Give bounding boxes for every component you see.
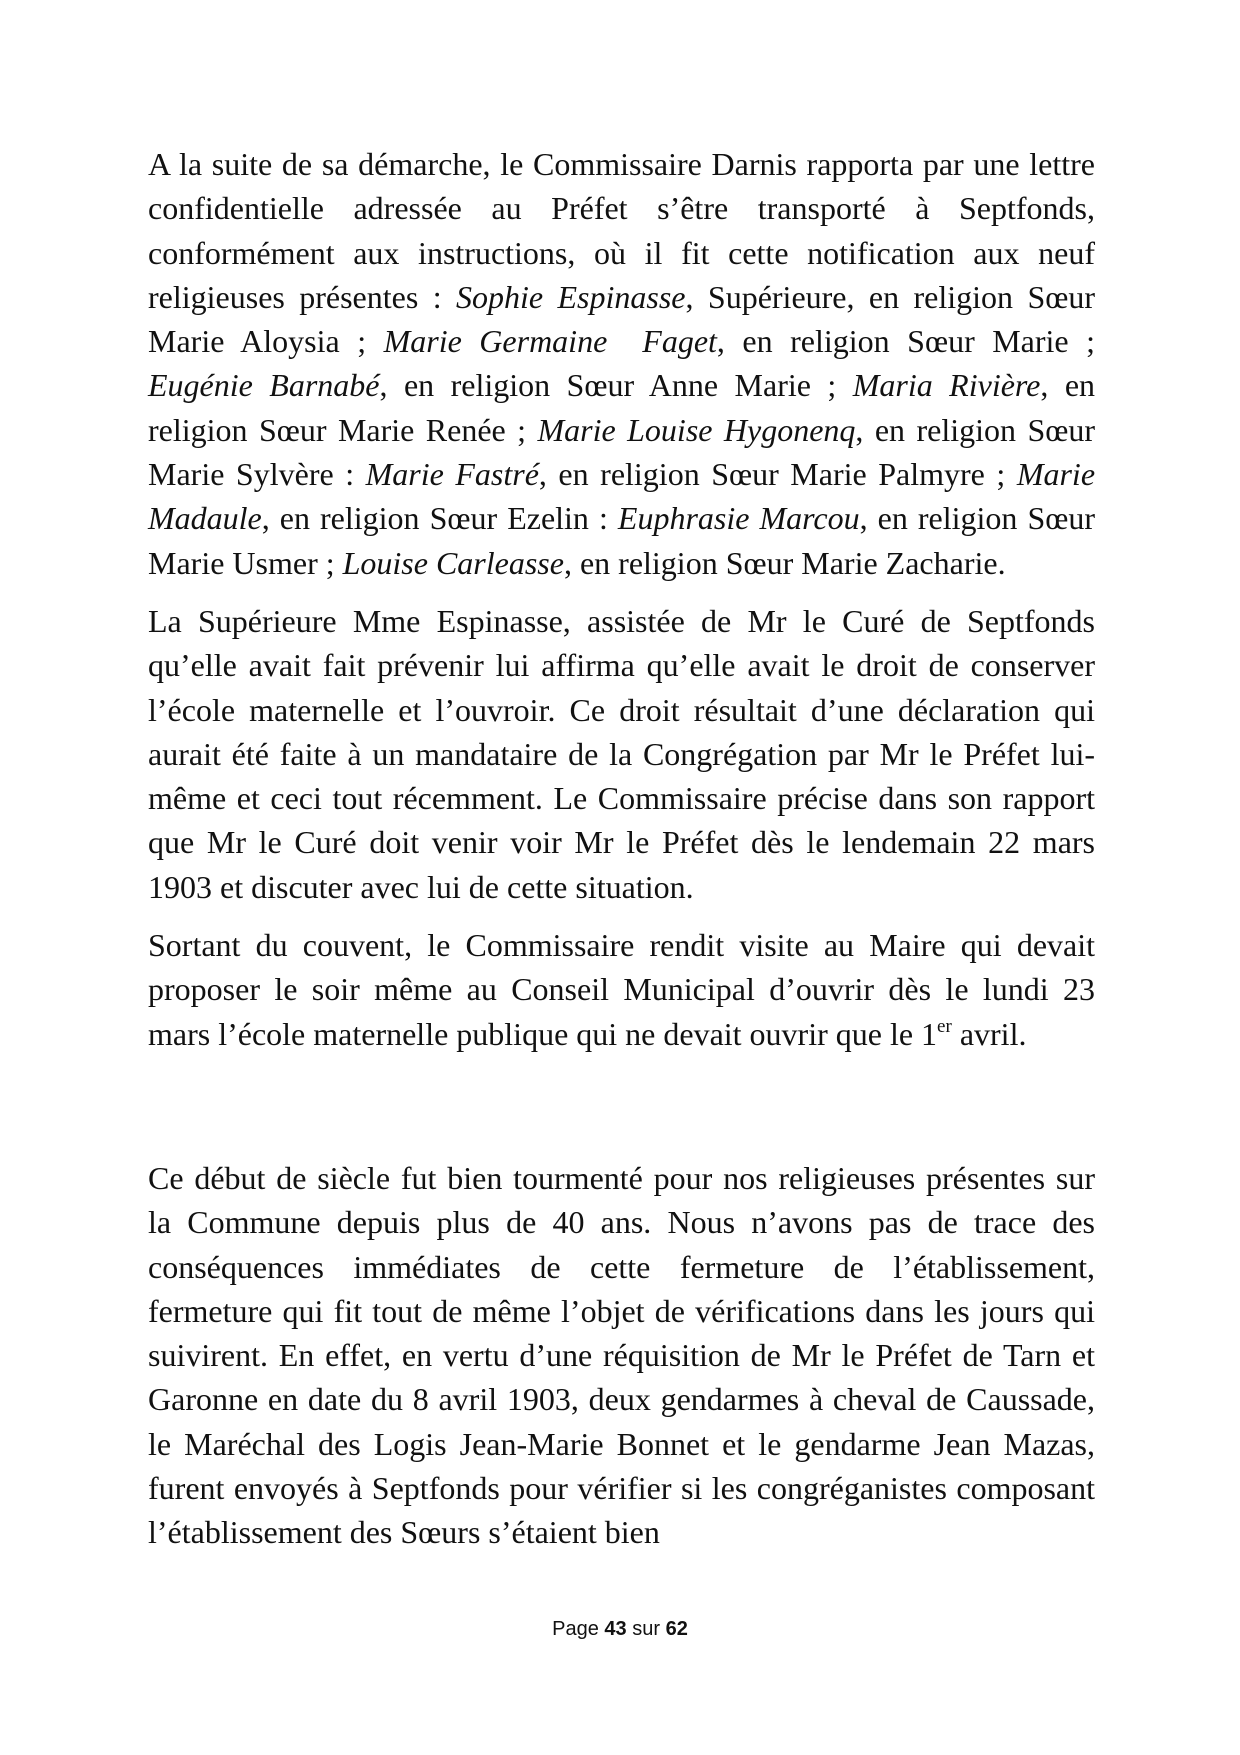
nun-name: Euphrasie Marcou xyxy=(617,500,860,537)
text-run: , en religion Sœur Marie ; xyxy=(716,323,1096,360)
paragraph-mayor-visit xyxy=(148,923,1095,1056)
page-label: Page xyxy=(552,1618,605,1640)
document-body xyxy=(148,142,1095,1555)
paragraph-superior-response: La Supérieure Mme Espinasse, assistée de Mr le Curé de Septfonds qu’elle avait fait prévenir lui affirma qu’elle avait le droit de conserver l’école maternelle et l’ouvroir. Ce droit résultait d’une déclaration qui aurait été faite à un mandataire de la Congrégation par Mr le Préfet lui-même et ceci tout récemment. Le Commissaire précise dans son rapport que Mr le Curé doit venir voir Mr le Préfet dès le lendemain 22 mars 1903 et discuter avec lui de cette situation. xyxy=(148,602,1095,905)
text-run: Sortant du couvent, le Commissaire rendit visite au Maire qui devait proposer le soir même au Conseil Municipal d’ouvrir dès le lundi 23 mars l’école maternelle publique qui ne devait ouvrir que le 1 xyxy=(148,927,1095,1052)
nun-name: Marie Madaule xyxy=(148,456,1096,537)
total-pages-number: 62 xyxy=(665,1618,688,1640)
text-run: , en religion Sœur Ezelin : xyxy=(261,500,618,537)
text-run: , en religion Sœur Anne Marie ; xyxy=(379,367,853,404)
nun-name: Sophie Espinasse xyxy=(456,278,686,315)
of-label: sur xyxy=(626,1618,666,1640)
text-run: , en religion Sœur Marie Sylvère : xyxy=(148,411,1096,493)
text-run: , en religion Sœur Marie Renée ; xyxy=(148,367,1096,448)
text-run: A la suite de sa démarche, le Commissaire Darnis rapporta par une lettre confidentielle adressée au Préfet s’être transporté à Septfonds, conformément aux instructions, où il fit cette notification aux neuf religieuses présentes : xyxy=(148,146,1095,315)
nun-name: Marie Louise Hygonenq xyxy=(537,411,856,448)
paragraph-century-beginning: Ce début de siècle fut bien tourmenté pour nos religieuses présentes sur la Commune depuis plus de 40 ans. Nous n’avons pas de trace des conséquences immédiates de cette fermeture de l’établissement, fermeture qui fit tout de même l’objet de vérifications dans les jours qui suivirent. En effet, en vertu d’une réquisition de Mr le Préfet de Tarn et Garonne en date du 8 avril 1903, deux gendarmes à cheval de Caussade, le Maréchal des Logis Jean-Marie Bonnet et le gendarme Jean Mazas, furent envoyés à Septfonds pour vérifier si les congréganistes composant l’établissement des Sœurs s’étaient bien xyxy=(148,1159,1095,1551)
ordinal-superscript: er xyxy=(937,1015,952,1037)
text-run: avril. xyxy=(951,1015,1027,1052)
page-footer xyxy=(0,1618,1240,1641)
text-run: , Supérieure, en religion Sœur Marie Aloysia ; xyxy=(148,278,1096,360)
paragraph-notification xyxy=(148,142,1095,585)
current-page-number: 43 xyxy=(604,1618,627,1640)
text-run: , en religion Sœur Marie Usmer ; xyxy=(148,500,1096,581)
nun-name: Maria Rivière xyxy=(852,367,1041,404)
nun-name: Eugénie Barnabé xyxy=(148,367,380,404)
nun-name: Marie Fastré xyxy=(365,456,539,493)
text-run: , en religion Sœur Marie Zacharie. xyxy=(563,544,1006,581)
text-run: , en religion Sœur Marie Palmyre ; xyxy=(538,456,1017,493)
nun-name: Louise Carleasse xyxy=(342,544,564,581)
nun-name: Marie Germaine Faget xyxy=(383,323,717,360)
